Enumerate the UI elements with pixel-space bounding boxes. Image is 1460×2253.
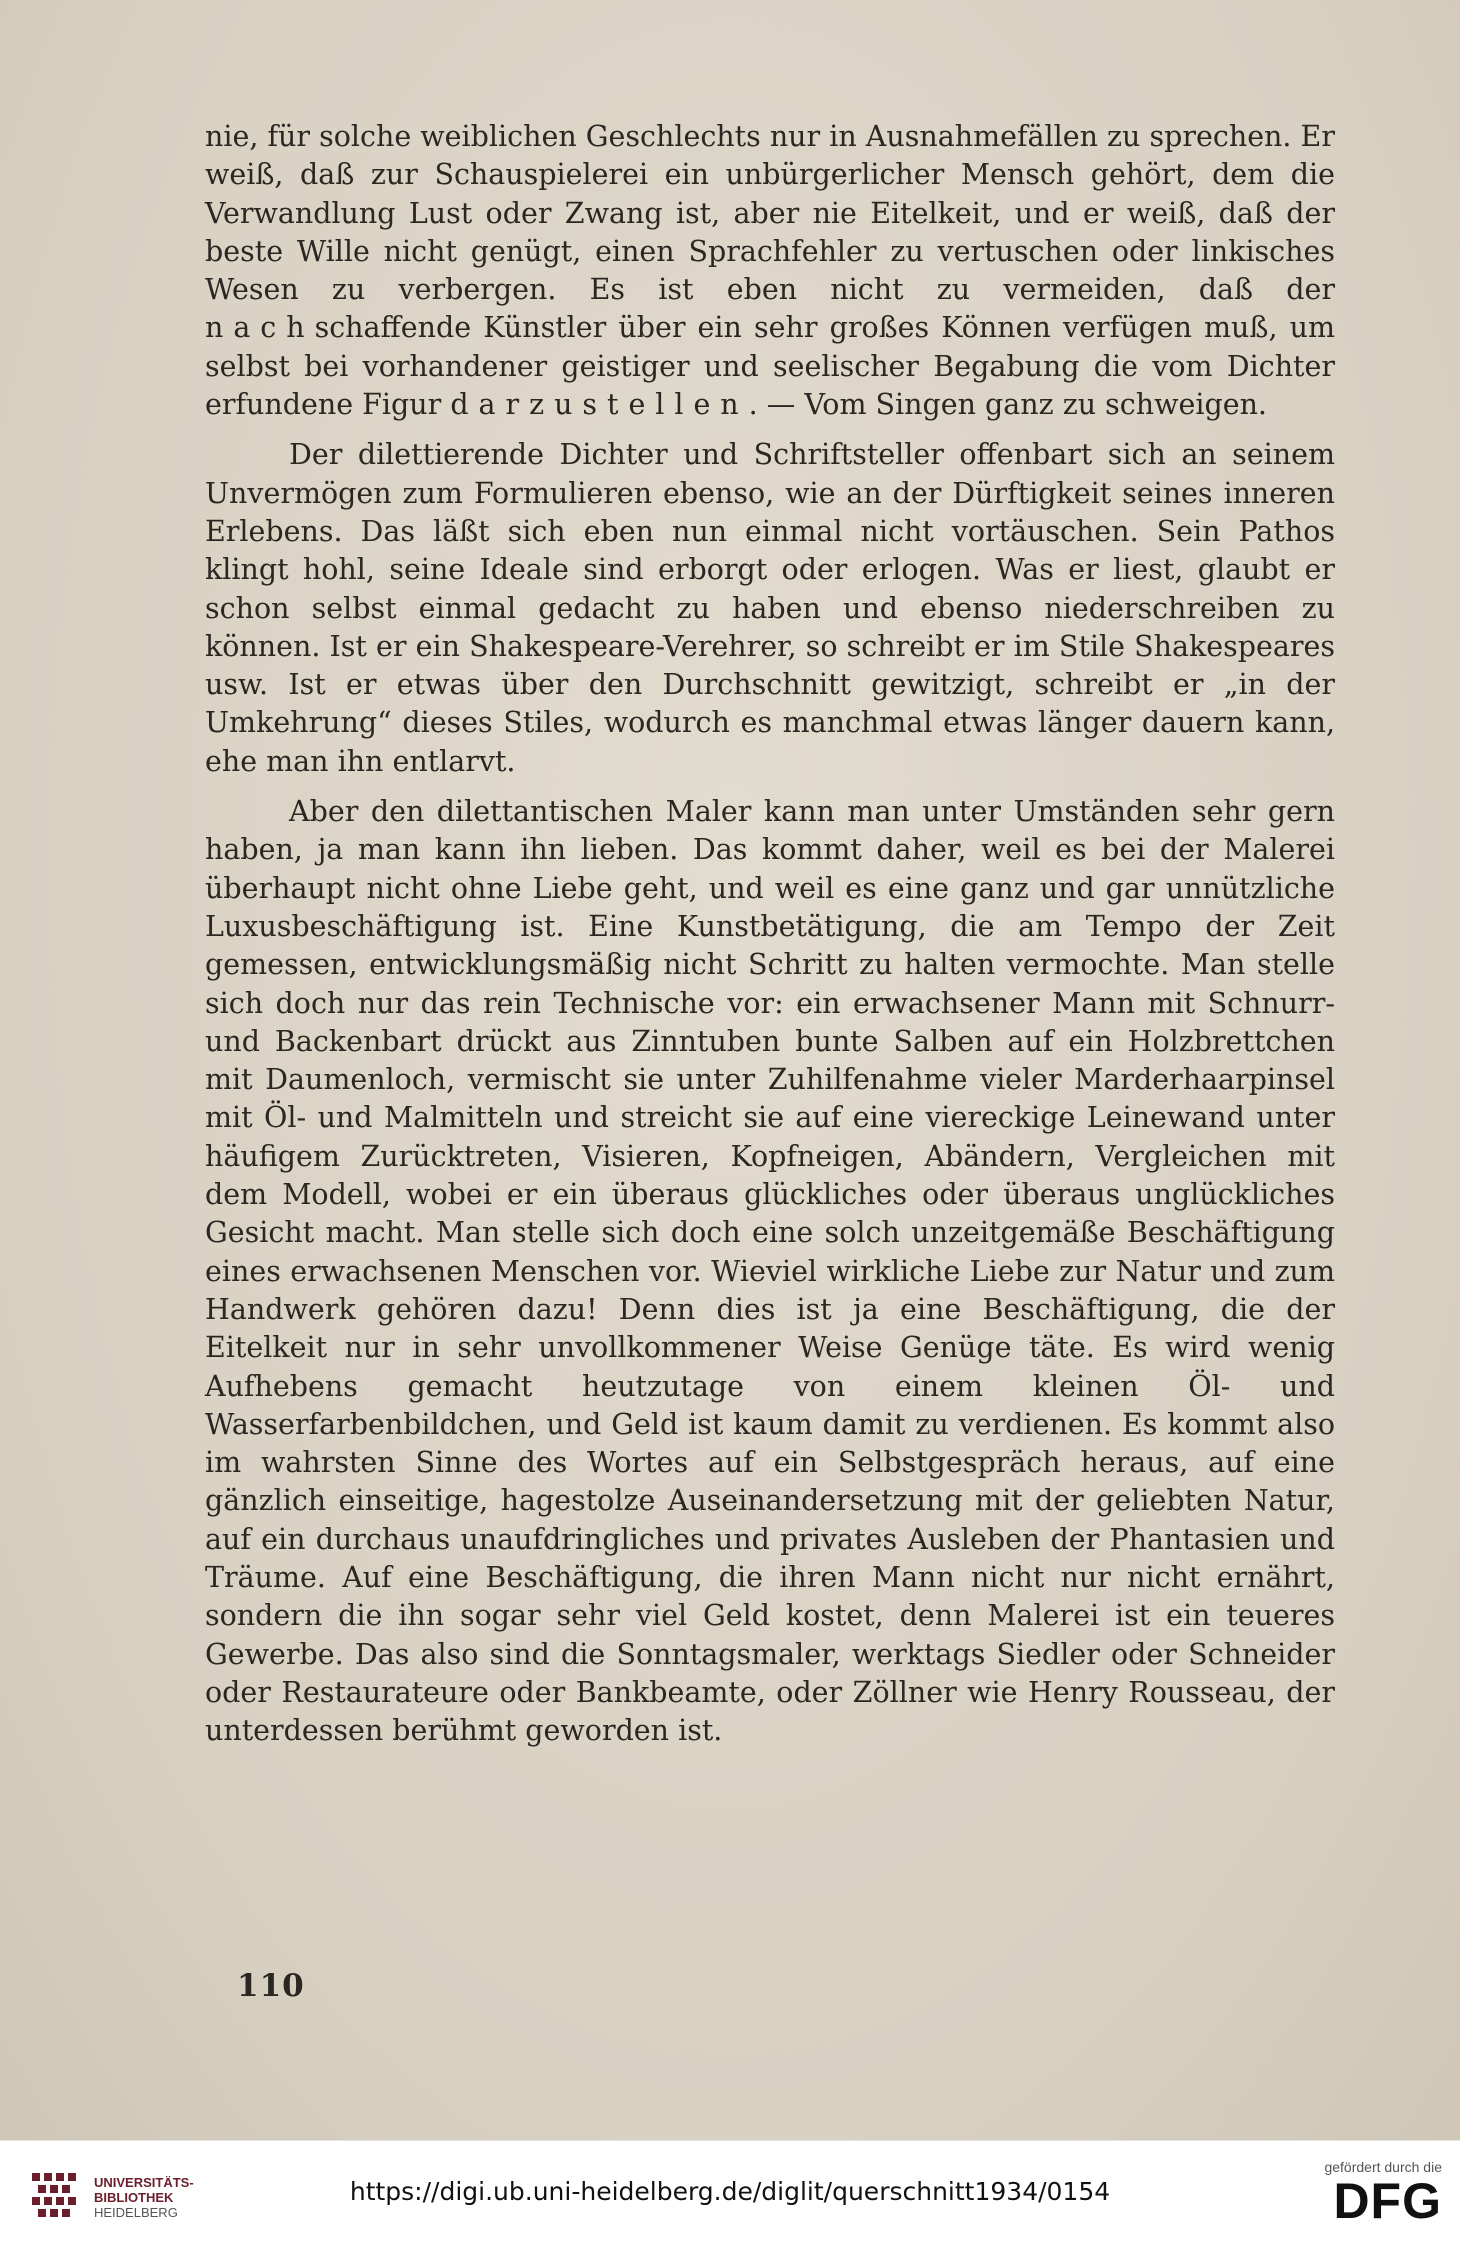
dfg-logo-text: DFG — [1333, 2173, 1442, 2229]
library-name-line-1: UNIVERSITÄTS- — [94, 2175, 194, 2190]
paragraph-3: Aber den dilettantischen Maler kann man unter Umständen sehr gern haben, ja man kann ihn lieben. Das kommt daher, weil es bei der Malerei überhaupt nicht ohne Liebe geht, und weil es eine ganz und gar unnützliche Luxusbeschäftigung ist. Eine Kunstbetätigung, die am Tempo der Zeit gemessen, entwicklungsmäßig nicht Schritt zu halten vermochte. Man stelle sich doch nur das rein Technische vor: ein erwachsener Mann mit Schnurr- und Backenbart drückt aus Zinntuben bunte Salben auf ein Holzbrettchen mit Daumenloch, vermischt sie unter Zuhilfenahme vieler Marderhaarpinsel mit Öl- und Malmitteln und streicht sie auf eine viereckige Leinewand unter häufigem Zurücktreten, Visieren, Kopfneigen, Abändern, Vergleichen mit dem Modell, wobei er ein überaus glückliches oder überaus unglückliches Gesicht macht. Man stelle sich doch eine solch unzeitgemäße Beschäftigung eines erwachsenen Menschen vor. Wieviel wirkliche Liebe zur Natur und zum Handwerk gehören dazu! Denn dies ist ja eine Beschäftigung, die der Eitelkeit nur in sehr unvollkommener Weise Genüge täte. Es wird wenig Aufhebens gemacht heutzutage von einem kleinen Öl- und Wasserfarbenbildchen, und Geld ist kaum damit zu verdienen. Es kommt also im wahrsten Sinne des Wortes auf ein Selbstgespräch heraus, auf eine gänzlich einseitige, hagestolze Auseinandersetzung mit der geliebten Natur, auf ein durchaus unaufdringliches und privates Ausleben der Phantasien und Träume. Auf eine Beschäftigung, die ihren Mann nicht nur nicht ernährt, sondern die ihn sogar sehr viel Geld kostet, denn Malerei ist ein teueres Gewerbe. Das also sind die Sonntagsmaler, werktags Siedler oder Schneider oder Restaurateure oder Bankbeamte, oder Zöllner wie Henry Rousseau, der unterdessen berühmt geworden ist. — [205, 795, 1335, 1748]
paragraph-1-text-before: nie, für solche weiblichen Geschlechts nur in Ausnahmefällen zu sprechen. Er weiß, daß zur Schauspielerei ein unbürgerlicher Mensch gehört, dem die Verwandlung Lust oder Zwang ist, aber nie Eitelkeit, und er weiß, daß der beste Wille nicht genügt, einen Sprachfehler zu vertuschen oder linkisches Wesen zu verbergen. Es ist eben nicht zu vermeiden, daß der — [205, 120, 1335, 307]
footer-bar — [0, 2140, 1460, 2253]
funder-logo[interactable] — [1282, 2159, 1442, 2243]
paragraph-1-text-middle: schaffende Künstler über ein sehr großes Können verfügen muß, um selbst bei vorhandener geistiger und seelischer Begabung die vom Dichter erfundene Figur — [205, 311, 1335, 422]
library-name-line-2: BIBLIOTHEK — [94, 2190, 174, 2205]
permalink-url[interactable]: https://digi.ub.uni-heidelberg.de/diglit/querschnitt1934/0154 — [349, 2177, 1111, 2206]
paragraph-2: Der dilettierende Dichter und Schriftsteller offenbart sich an seinem Unvermögen zum Formulieren ebenso, wie an der Dürftigkeit seines inneren Erlebens. Das läßt sich eben nun einmal nicht vortäuschen. Sein Pathos klingt hohl, seine Ideale sind erborgt oder erlogen. Was er liest, glaubt er schon selbst einmal gedacht zu haben und ebenso niederschreiben zu können. Ist er ein Shakespeare-Verehrer, so schreibt er im Stile Shakespeares usw. Ist er etwas über den Durchschnitt gewitzigt, schreibt er „in der Umkehrung“ dieses Stiles, wodurch es manchmal etwas länger dauern kann, ehe man ihn entlarvt. — [205, 438, 1335, 778]
library-name-line-3: HEIDELBERG — [94, 2205, 178, 2220]
paragraph-1 — [205, 118, 1335, 424]
spaced-word-darzustellen: darzustellen — [450, 388, 749, 422]
body-text — [205, 118, 1335, 1750]
page-number: 110 — [237, 1968, 305, 2004]
spaced-word-nach: nach — [205, 311, 315, 345]
paragraph-1-text-after: . — Vom Singen ganz zu schweigen. — [748, 388, 1267, 422]
funder-caption: gefördert durch die — [1324, 2159, 1442, 2175]
library-logo[interactable] — [28, 2163, 208, 2233]
library-name — [94, 2175, 224, 2220]
library-emblem-icon — [28, 2169, 84, 2225]
